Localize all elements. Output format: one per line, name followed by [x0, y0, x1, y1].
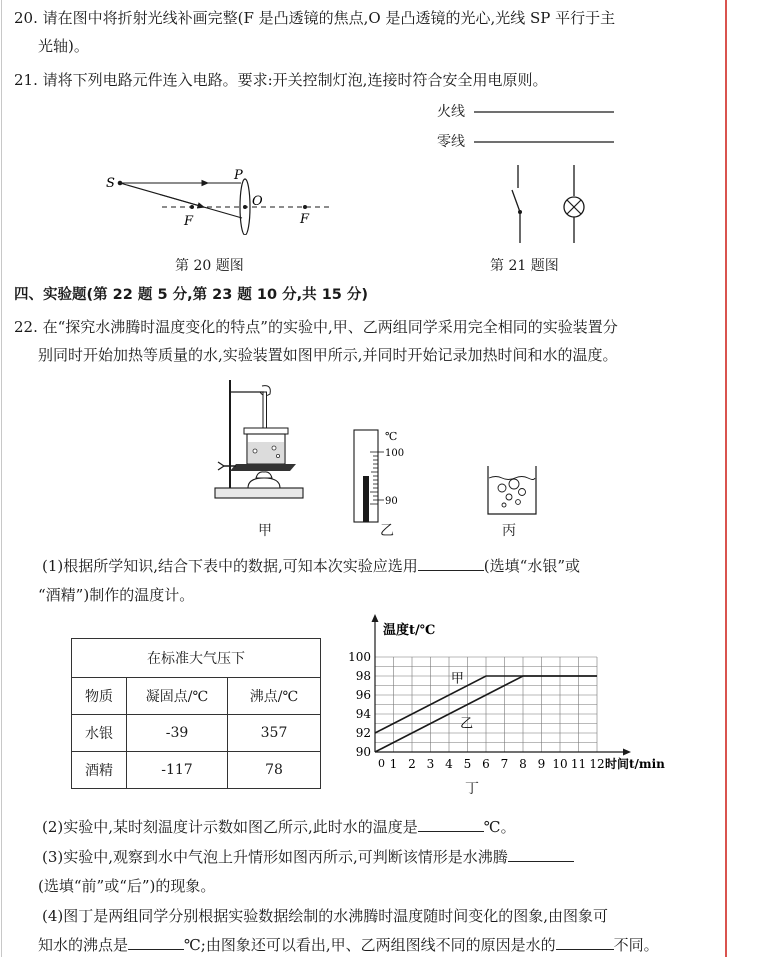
- x-tick-label: 3: [426, 757, 435, 771]
- x-tick-label: 12: [589, 757, 605, 771]
- liquid-column: [363, 476, 369, 522]
- y-tick-label: 90: [355, 745, 371, 759]
- x-tick-label: 1: [389, 757, 398, 771]
- fig21-caption: 第 21 题图: [490, 258, 559, 274]
- q22-sub2: [42, 816, 516, 837]
- q22-line2: 别同时开始加热等质量的水,实验装置如图甲所示,并同时开始记录加热时间和水的温度。: [38, 346, 618, 364]
- label-f-right: F: [300, 212, 310, 227]
- q21-text: 21. 请将下列电路元件连入电路。要求:开关控制灯泡,连接时符合安全用电原则。: [14, 71, 548, 89]
- label-o: O: [252, 194, 263, 209]
- x-tick-label: 10: [552, 757, 568, 771]
- beaker-lid: [244, 428, 288, 434]
- x-tick-label: 11: [570, 757, 587, 771]
- q22-sub2-text-a: (2)实验中,某时刻温度计示数如图乙所示,此时水的温度是: [42, 818, 418, 836]
- q22-line1: 22. 在“探究水沸腾时温度变化的特点”的实验中,甲、乙两组同学采用完全相同的实验装置分: [14, 318, 618, 336]
- x-tick-label: 6: [482, 757, 490, 771]
- q20-line1: 20. 请在图中将折射光线补画完整(F 是凸透镜的焦点,O 是凸透镜的光心,光线 SP 平行于主: [14, 9, 616, 27]
- label-f-left: F: [184, 214, 194, 229]
- q22-sub4-blank2[interactable]: [556, 934, 614, 950]
- x-tick-label: 4: [445, 757, 453, 771]
- thermo-mark-100: 100: [385, 448, 405, 459]
- q22-sub1-line2: “酒精”)制作的温度计。: [38, 586, 195, 604]
- q22-sub4-line2: [38, 934, 659, 955]
- fig-bing-label: 丙: [502, 523, 516, 539]
- properties-table: [71, 638, 321, 789]
- right-margin-red-line: [725, 0, 727, 957]
- switch-blade: [512, 190, 520, 212]
- y-tick-label: 100: [348, 650, 371, 664]
- q22-sub3-blank[interactable]: [508, 846, 574, 862]
- asbestos-net: [230, 464, 296, 471]
- table-header: 凝固点/℃: [127, 678, 228, 715]
- thermo-unit: ℃: [385, 430, 398, 443]
- neutral-wire-label: 零线: [437, 134, 465, 150]
- fig-yi-label: 乙: [380, 523, 394, 539]
- fig-jia-apparatus: [200, 376, 310, 516]
- table-row: [72, 715, 321, 752]
- y-tick-label: 94: [355, 707, 371, 721]
- x-tick-label: 2: [408, 757, 416, 771]
- stand-base: [215, 488, 303, 498]
- optical-center-dot: [243, 205, 247, 209]
- fig-jia-label: 甲: [258, 523, 272, 539]
- beaker-outline: [488, 466, 536, 514]
- q22-sub4-text-b: 知水的沸点是: [38, 936, 129, 954]
- y-tick-label: 92: [355, 726, 371, 740]
- table-caption-row: [72, 639, 321, 678]
- table-header: 沸点/℃: [228, 678, 321, 715]
- x-axis-arrow: [623, 749, 631, 756]
- bubble: [253, 449, 257, 453]
- flame: [256, 472, 272, 478]
- series-label: 甲: [450, 671, 464, 687]
- table-header-row: [72, 678, 321, 715]
- rising-bubbles: [498, 479, 526, 507]
- clamp-screw: [218, 462, 224, 470]
- label-s: S: [106, 176, 115, 191]
- table-cell: -117: [127, 752, 228, 789]
- section4-heading: 四、实验题(第 22 题 5 分,第 23 题 10 分,共 15 分): [14, 287, 369, 303]
- x-tick-label: 8: [519, 757, 527, 771]
- x-axis-label: 时间t/min: [605, 757, 665, 771]
- fig20-lens-diagram: [100, 160, 360, 235]
- focus-right-dot: [303, 205, 307, 209]
- q22-sub3-line2: (选填“前”或“后”)的现象。: [38, 877, 216, 895]
- bubble: [276, 454, 279, 457]
- table-cell: 水银: [72, 715, 127, 752]
- q22-sub4-text-d: 不同。: [613, 936, 659, 954]
- table-cell: 酒精: [72, 752, 127, 789]
- q22-sub4-text-c: ℃;由图象还可以看出,甲、乙两组图线不同的原因是水的: [184, 936, 556, 954]
- q22-sub1-line1: [42, 555, 580, 576]
- fig-yi-thermometer: [340, 426, 420, 526]
- q22-sub2-text-b: ℃。: [483, 818, 516, 836]
- q22-sub1-text-a: (1)根据所学知识,结合下表中的数据,可知本次实验应选用: [42, 557, 418, 575]
- table-header: 物质: [72, 678, 127, 715]
- origin-label: 0: [378, 757, 385, 770]
- q22-sub2-blank[interactable]: [418, 816, 484, 832]
- q22-sub1-blank[interactable]: [418, 555, 484, 571]
- fig-ding-label: 丁: [465, 781, 479, 797]
- y-tick-label: 98: [355, 669, 371, 683]
- live-wire-label: 火线: [437, 104, 465, 120]
- alcohol-lamp: [248, 478, 280, 488]
- q22-sub3-line1: [42, 846, 574, 867]
- table-row: [72, 752, 321, 789]
- focus-left-dot: [190, 205, 194, 209]
- q22-sub4-line1: (4)图丁是两组同学分别根据实验数据绘制的水沸腾时温度随时间变化的图象,由图象可: [42, 907, 609, 925]
- label-p: P: [234, 168, 243, 183]
- y-axis-arrow: [372, 614, 379, 622]
- left-margin-line: [1, 0, 2, 957]
- fig21-circuit: [470, 100, 620, 250]
- table-cell: 78: [228, 752, 321, 789]
- x-tick-label: 9: [537, 757, 546, 771]
- series-label: 乙: [460, 716, 474, 732]
- bubble: [272, 446, 276, 450]
- ray-sf-arrow: [160, 195, 204, 208]
- table-cell: 357: [228, 715, 321, 752]
- fig-bing-beaker: [482, 460, 542, 520]
- q22-sub4-blank1[interactable]: [128, 934, 184, 950]
- x-tick-label: 7: [500, 757, 509, 771]
- y-tick-label: 96: [355, 688, 371, 702]
- thermo-mark-90: 90: [385, 496, 398, 507]
- q22-sub3-text-a: (3)实验中,观察到水中气泡上升情形如图丙所示,可判断该情形是水沸腾: [42, 848, 508, 866]
- q20-line2: 光轴)。: [38, 37, 89, 55]
- table-caption: 在标准大气压下: [72, 639, 321, 678]
- point-s: [118, 181, 123, 186]
- table-cell: -39: [127, 715, 228, 752]
- fig-ding-temperature-chart: [340, 612, 710, 802]
- y-axis-label: 温度t/℃: [383, 623, 436, 638]
- x-tick-label: 5: [463, 757, 472, 771]
- fig20-caption: 第 20 题图: [175, 258, 244, 274]
- q22-sub1-text-b: (选填“水银”或: [483, 557, 580, 575]
